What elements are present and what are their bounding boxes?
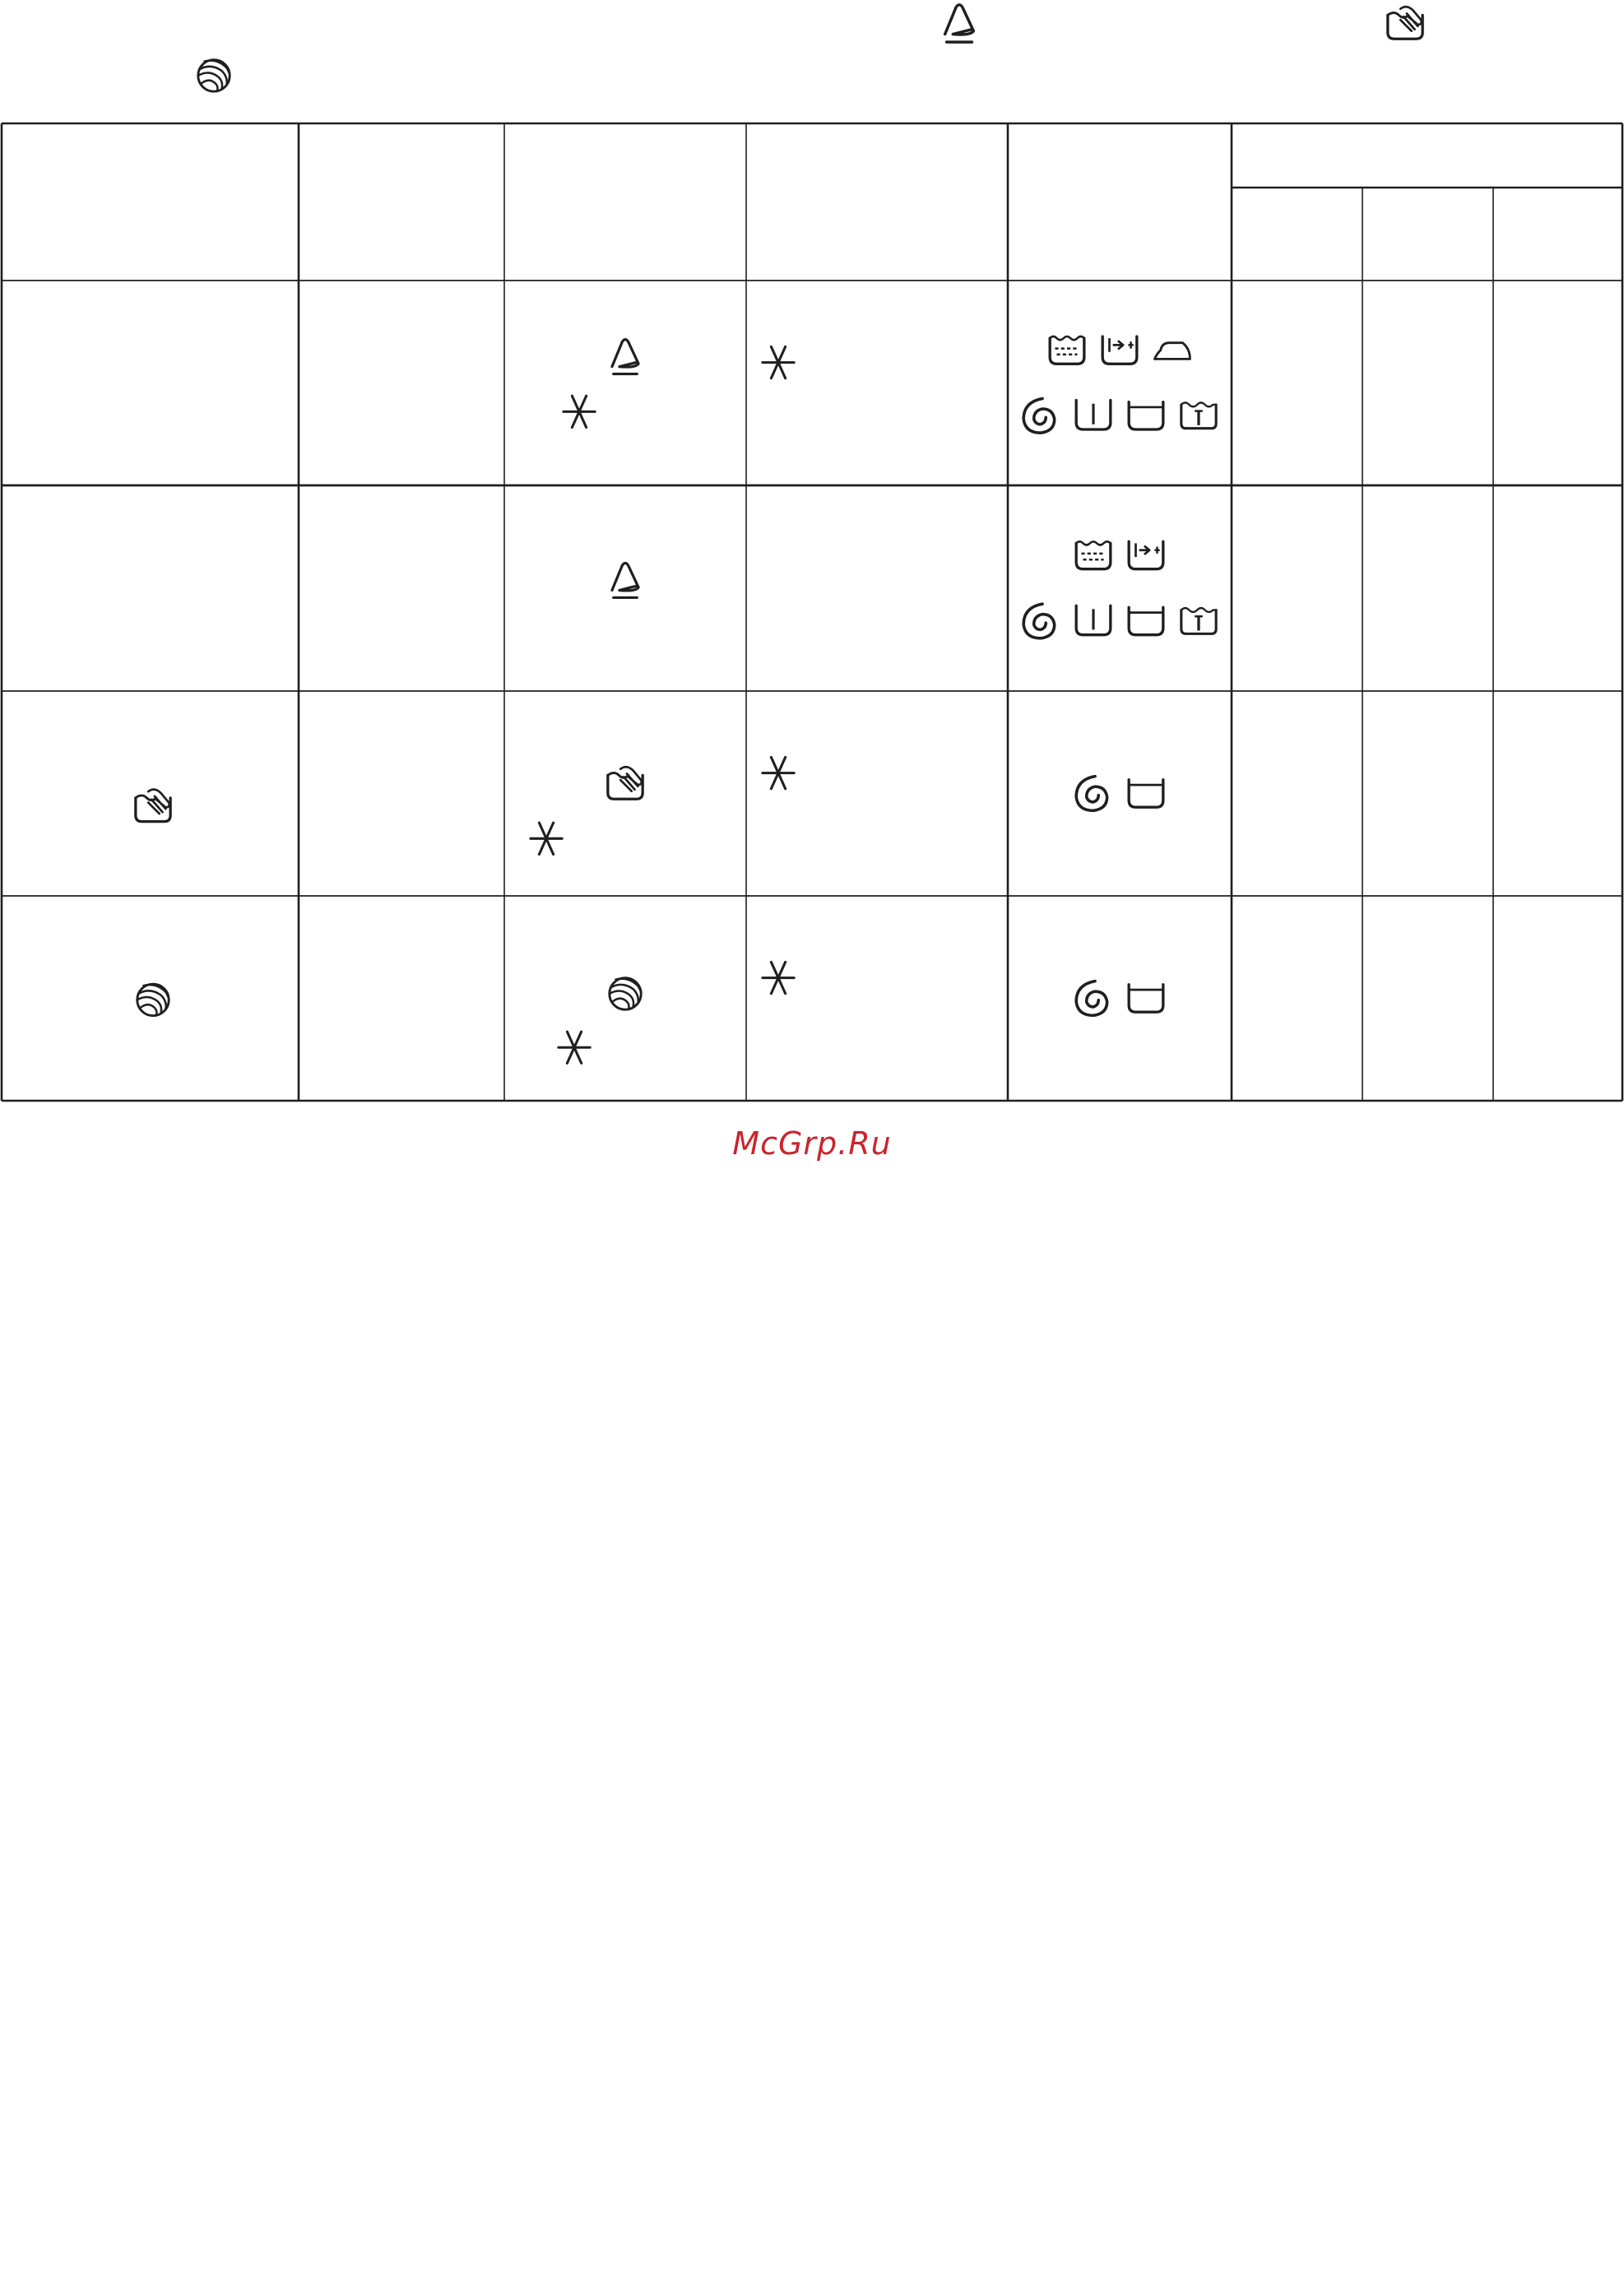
spin-icon <box>1023 399 1055 434</box>
prewash-asterisk-icon <box>531 823 562 854</box>
easy-care-symbol-icon <box>612 563 638 597</box>
wool-symbol-icon <box>610 978 641 1009</box>
wash-prewash-icon <box>1129 541 1163 568</box>
rinse-icon <box>1076 605 1111 634</box>
prewash-asterisk-icon <box>564 396 595 427</box>
table-row <box>136 757 1163 854</box>
prewash-asterisk-icon <box>763 962 794 993</box>
drain-icon <box>1129 985 1163 1012</box>
table-row <box>137 962 1163 1063</box>
prewash-asterisk-icon <box>763 346 794 378</box>
easy-care-symbol-icon <box>612 340 638 374</box>
spin-icon <box>1076 981 1107 1016</box>
table-row <box>612 541 1216 638</box>
wash-prewash-icon <box>1102 336 1137 364</box>
hand-wash-symbol-icon <box>136 790 170 822</box>
wool-symbol-icon <box>137 984 169 1015</box>
easy-care-symbol-icon <box>945 5 974 42</box>
spin-icon <box>1076 777 1107 811</box>
prewash-asterisk-icon <box>559 1032 590 1063</box>
prewash-asterisk-icon <box>763 757 794 788</box>
table-row <box>564 336 1216 433</box>
drain-icon <box>1129 607 1163 634</box>
wool-symbol-icon <box>198 60 230 91</box>
wash-tub-icon <box>1181 608 1216 633</box>
rinse-icon <box>1076 401 1111 429</box>
iron-icon <box>1155 343 1190 360</box>
hand-wash-symbol-icon <box>608 767 643 799</box>
hand-wash-symbol-icon <box>1388 7 1422 39</box>
drain-icon <box>1129 402 1163 429</box>
wash-tub-icon <box>1181 402 1216 428</box>
legend-icons <box>198 5 1422 91</box>
drain-icon <box>1129 780 1163 807</box>
watermark-text: McGrp.Ru <box>732 1125 892 1162</box>
wash-intensive-icon <box>1076 541 1111 568</box>
spin-icon <box>1023 604 1055 638</box>
table-grid <box>2 123 1622 1101</box>
wash-intensive-icon <box>1050 336 1084 364</box>
